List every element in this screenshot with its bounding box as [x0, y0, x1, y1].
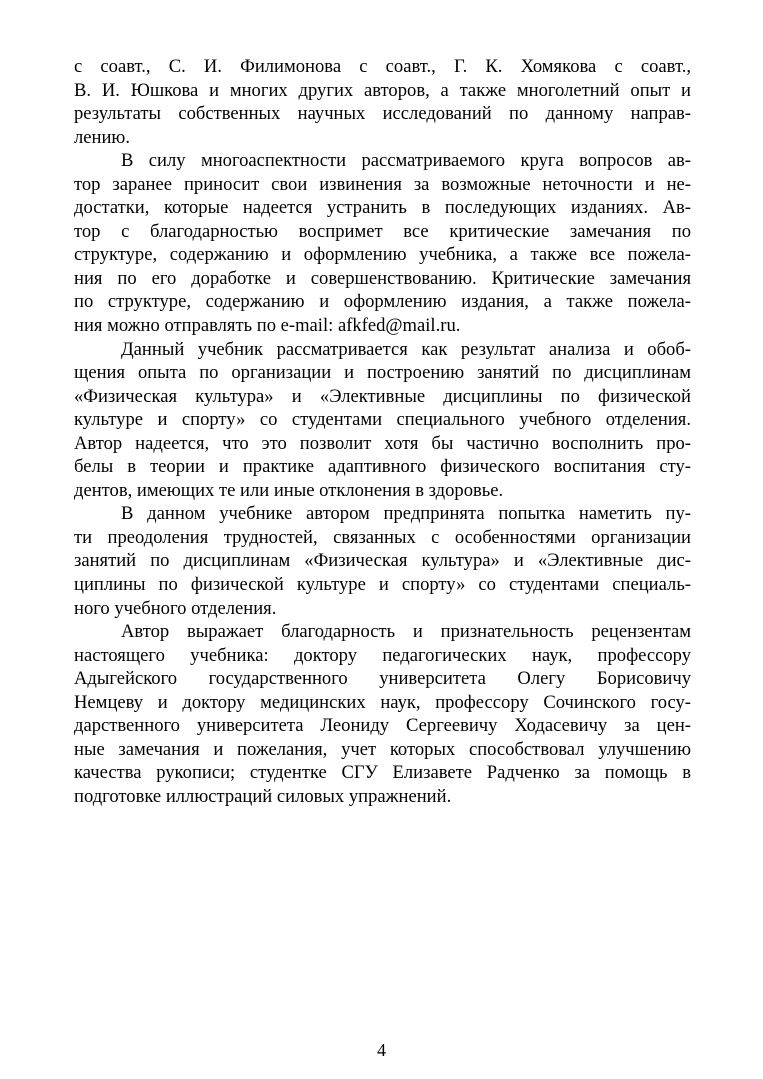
text-line: ные замечания и пожелания, учет которых способствовал улучшению [74, 738, 691, 760]
text-line: лению. [74, 126, 130, 148]
paragraph [74, 149, 691, 337]
paragraph [74, 620, 691, 808]
text-line: настоящего учебника: доктору педагогических наук, профессору [74, 644, 691, 666]
text-line: качества рукописи; студентке СГУ Елизавете Радченко за помощь в [74, 762, 691, 784]
text-line: достатки, которые надеется устранить в последующих изданиях. Ав- [74, 197, 691, 219]
text-line: тор с благодарностью воспримет все критические замечания по [74, 220, 691, 242]
text-line: В. И. Юшкова и многих других авторов, а также многолетний опыт и [74, 79, 691, 101]
text-line: В данном учебнике автором предпринята попытка наметить пу- [121, 503, 691, 525]
text-line: занятий по дисциплинам «Физическая культура» и «Элективные дис- [74, 550, 691, 572]
text-line: ти преодоления трудностей, связанных с особенностями организации [74, 526, 691, 548]
text-line: с соавт., С. И. Филимонова с соавт., Г. К. Хомякова с соавт., [74, 56, 691, 77]
text-line: Автор надеется, что это позволит хотя бы частично восполнить про- [74, 432, 691, 454]
text-line: Автор выражает благодарность и признательность рецензентам [121, 621, 691, 643]
text-line: Данный учебник рассматривается как результат анализа и обоб- [121, 338, 691, 360]
text-line: белы в теории и практике адаптивного физического воспитания сту- [74, 456, 691, 478]
paragraph [74, 502, 691, 620]
text-line: Немцеву и доктору медицинских наук, профессору Сочинского госу- [74, 691, 691, 713]
body-text [74, 55, 691, 809]
text-line: щения опыта по организации и построению занятий по дисциплинам [74, 362, 691, 384]
text-line: ния по его доработке и совершенствованию. Критические замечания [74, 267, 691, 289]
text-line: В силу многоаспектности рассматриваемого круга вопросов ав- [121, 150, 691, 172]
paragraph [74, 55, 691, 149]
page-number: 4 [377, 1040, 386, 1060]
text-line: дарственного университета Леониду Сергеевичу Ходасевичу за цен- [74, 715, 691, 737]
text-line: ния можно отправлять по e-mail: afkfed@mail.ru. [74, 315, 461, 337]
text-line: культуре и спорту» со студентами специального учебного отделения. [74, 409, 691, 431]
text-line: ного учебного отделения. [74, 597, 277, 619]
text-line: структуре, содержанию и оформлению учебника, а также все пожела- [74, 244, 691, 266]
text-line: Адыгейского государственного университета Олегу Борисовичу [74, 668, 691, 690]
text-line: дентов, имеющих те или иные отклонения в здоровье. [74, 479, 504, 501]
text-line: «Физическая культура» и «Элективные дисциплины по физической [74, 385, 691, 407]
text-line: циплины по физической культуре и спорту» со студентами специаль- [74, 574, 691, 596]
paragraph [74, 338, 691, 503]
text-line: результаты собственных научных исследований по данному направ- [74, 103, 691, 125]
text-line: подготовке иллюстраций силовых упражнений. [74, 785, 452, 807]
text-line: по структуре, содержанию и оформлению издания, а также пожела- [74, 291, 691, 313]
text-line: тор заранее приносит свои извинения за возможные неточности и не- [74, 173, 691, 195]
